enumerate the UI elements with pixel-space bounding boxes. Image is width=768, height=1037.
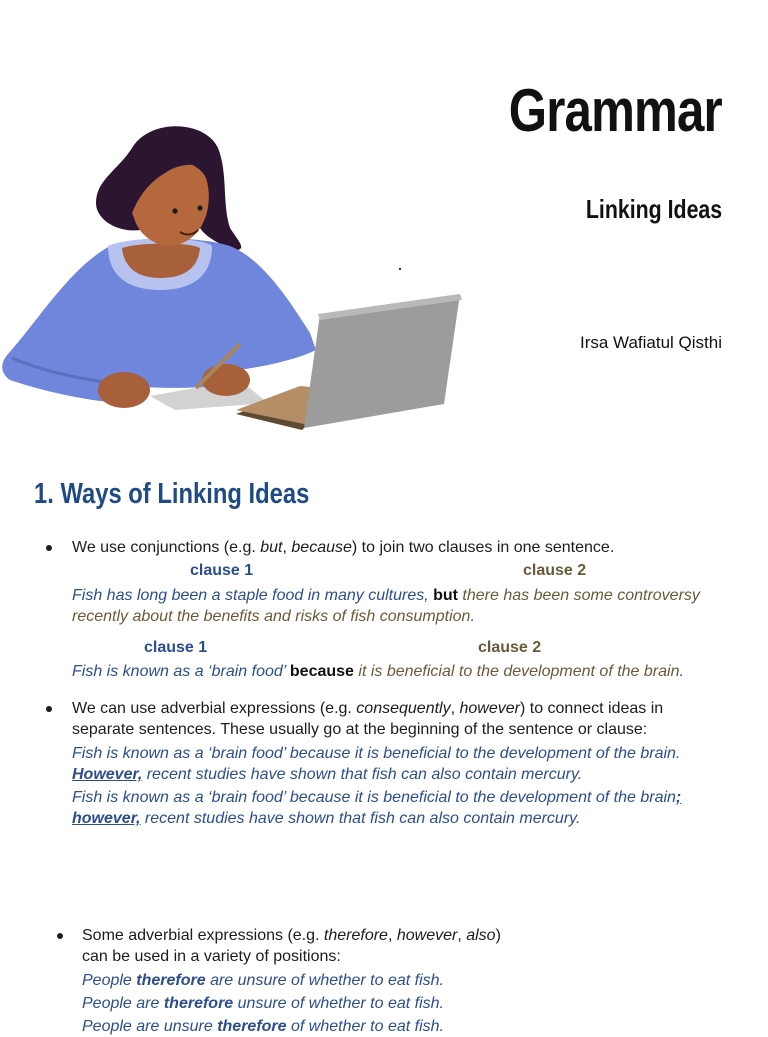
clause-2-text: recently about the benefits and risks of fish consumption	[72, 608, 471, 625]
text-segment: .	[470, 608, 475, 625]
text-segment: of whether to eat fish.	[286, 1018, 444, 1035]
conjunction: because	[289, 663, 354, 680]
example-sentence	[82, 993, 444, 1014]
clause-1-label: clause 1	[144, 639, 208, 656]
clause-2-label: clause 2	[523, 562, 587, 579]
clause-2-text: it is beneficial to the development of the brain	[353, 663, 680, 680]
example-sentence-cont	[72, 606, 475, 627]
example-sentence	[72, 787, 681, 808]
text-segment: ,	[424, 587, 434, 604]
text-segment: unsure of whether to eat fish.	[233, 995, 444, 1012]
text-segment: We can use adverbial expressions (e.g.	[72, 700, 357, 717]
text-segment: ,	[282, 539, 292, 556]
text-segment-italic: however	[459, 700, 520, 717]
text-segment: Some adverbial expressions (e.g.	[82, 927, 324, 944]
section-title: 1. Ways of Linking Ideas	[34, 478, 310, 510]
author-name: Irsa Wafiatul Qisthi	[579, 333, 722, 352]
bullet-marker	[57, 933, 63, 939]
woman-with-laptop-icon	[0, 118, 470, 438]
example-sentence	[82, 970, 444, 991]
text-segment: We use conjunctions (e.g.	[72, 539, 261, 556]
text-segment: People are unsure	[82, 1018, 218, 1035]
example-sentence-cont	[72, 808, 580, 829]
text-segment: ) to join two clauses in one sentence.	[351, 539, 615, 556]
text-segment: ) to connect ideas in	[519, 700, 664, 717]
text-segment: ,	[457, 927, 467, 944]
adverbial-highlight: however,	[72, 810, 141, 827]
adverbial-highlight: therefore	[217, 1018, 287, 1035]
text-segment: recent studies have shown that fish can also contain mercury.	[140, 810, 581, 827]
text-segment: ,	[450, 700, 460, 717]
text-segment: ,	[387, 927, 397, 944]
bullet-text-positions-cont: can be used in a variety of positions:	[82, 948, 341, 965]
conjunction: but	[433, 587, 458, 604]
text-segment: People are	[82, 995, 164, 1012]
adverbial-highlight: therefore	[163, 995, 234, 1012]
bullet-text-adverbials	[72, 698, 663, 719]
example-sentence	[72, 661, 684, 682]
example-sentence-cont	[72, 764, 582, 785]
text-segment: recent studies have shown that fish can also contain mercury.	[142, 766, 583, 783]
bullet-marker	[46, 706, 52, 712]
adverbial-highlight: therefore	[136, 972, 206, 989]
bullet-marker	[46, 545, 52, 551]
bullet-text-conjunctions	[72, 537, 614, 558]
clause-1-text: Fish has long been a staple food in many cultures	[72, 587, 425, 604]
text-segment: Fish is known as a ‘brain food’ because it is beneficial to the development of the brain	[72, 789, 676, 806]
text-segment-italic: therefore	[323, 927, 388, 944]
semicolon-highlight: ;	[675, 789, 682, 806]
bullet-text-positions	[82, 925, 501, 946]
text-segment: .	[679, 663, 684, 680]
clause-1-text: Fish is known as a ‘brain food’	[72, 663, 290, 680]
clause-2-text: there has been some controversy	[457, 587, 700, 604]
text-segment-italic: consequently	[356, 700, 451, 717]
clause-2-label: clause 2	[478, 639, 542, 656]
bullet-text-adverbials-cont: separate sentences. These usually go at the beginning of the sentence or clause:	[72, 721, 648, 738]
text-segment-italic: because	[291, 539, 352, 556]
page-subtitle: Linking Ideas	[585, 194, 722, 224]
adverbial-highlight: However,	[72, 766, 143, 783]
text-segment-italic: but	[260, 539, 283, 556]
text-segment-italic: also	[466, 927, 496, 944]
text-segment: )	[495, 927, 501, 944]
text-segment-italic: however	[396, 927, 458, 944]
text-segment: People	[82, 972, 137, 989]
text-segment: are unsure of whether to eat fish.	[205, 972, 444, 989]
clause-1-label: clause 1	[190, 562, 254, 579]
example-sentence-cut-off	[82, 1016, 444, 1037]
example-sentence: Fish is known as a ‘brain food’ because it is beneficial to the development of the brain.	[72, 745, 681, 762]
page-title: Grammar	[508, 77, 722, 144]
example-sentence	[72, 585, 700, 606]
